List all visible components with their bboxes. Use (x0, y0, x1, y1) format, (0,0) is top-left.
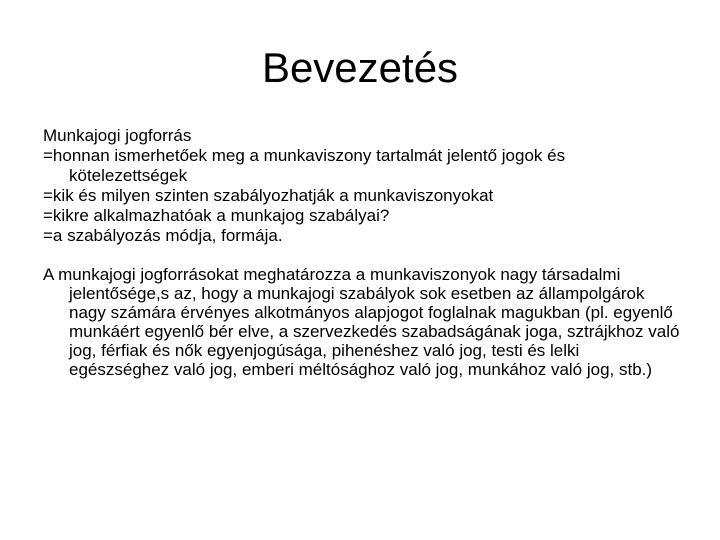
body-line: Munkajogi jogforrás (43, 126, 192, 145)
body-line: =kikre alkalmazhatóak a munkajog szabályai? (43, 206, 390, 225)
paragraph-spacer (43, 246, 683, 265)
slide-title: Bevezetés (261, 44, 459, 91)
slide-body (43, 126, 683, 379)
body-line: =a szabályozás módja, formája. (43, 226, 283, 245)
body-line: =kik és milyen szinten szabályozhatják a munkaviszonyokat (43, 186, 494, 205)
body-paragraph: A munkajogi jogforrásokat meghatározza a munkaviszonyok nagy társadalmi jelentősége,s az, hogy a munkajogi szabályok sok esetben az állampolgárok nagy számára érvényes alkotmányos alapjogot foglalnak magukban (pl. egyenlő munkáért egyenlő bér elve, a szervezkedés szabadságának joga, sztrájkhoz való jog, férfiak és nők egyenjogúsága, pihenéshez való jog, testi és lelki egészséghez való jog, emberi méltósághoz való jog, munkához való jog, stb.) (43, 265, 680, 379)
body-line: =honnan ismerhetőek meg a munkaviszony tartalmát jelentő jogok és kötelezettségek (43, 146, 566, 185)
